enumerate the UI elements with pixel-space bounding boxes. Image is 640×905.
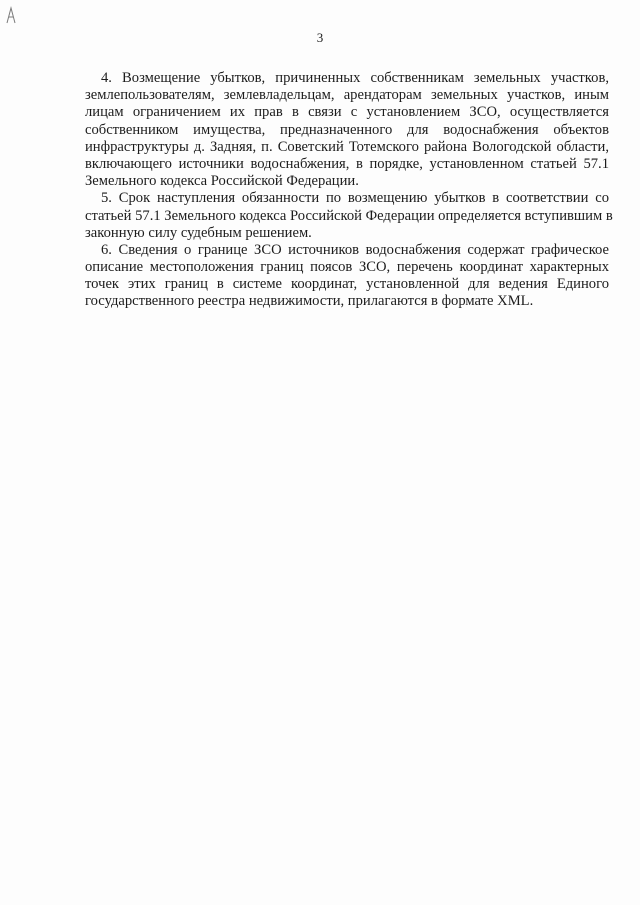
text-line: включающего источники водоснабжения, в порядке, установленном статьей 57.1	[85, 155, 609, 172]
text-line: собственником имущества, предназначенного для водоснабжения объектов	[85, 121, 609, 138]
text-line: 5. Срок наступления обязанности по возмещению убытков в соответствии со	[101, 190, 609, 207]
text-line: описание местоположения границ поясов ЗСО, перечень координат характерных	[85, 259, 609, 276]
text-line: 4. Возмещение убытков, причиненных собственникам земельных участков,	[101, 70, 609, 86]
text-line: точек этих границ в системе координат, установленной для ведения Единого	[85, 276, 609, 293]
text-line: 6. Сведения о границе ЗСО источников водоснабжения содержат графическое	[101, 241, 609, 258]
paragraph-6-boundary-info	[85, 242, 609, 311]
text-line: законную силу судебным решением.	[85, 224, 312, 241]
text-line: государственного реестра недвижимости, прилагаются в формате XML.	[85, 293, 534, 310]
text-line: Земельного кодекса Российской Федерации.	[85, 173, 359, 190]
text-line: инфраструктуры д. Задняя, п. Советский Тотемского района Вологодской области,	[85, 138, 609, 155]
page-number: 3	[316, 30, 324, 45]
handwritten-margin-mark	[4, 6, 20, 26]
paragraph-4-compensation	[85, 70, 609, 190]
paragraph-5-deadline	[85, 190, 613, 242]
text-line: лицам ограничением их прав в связи с установлением ЗСО, осуществляется	[85, 104, 609, 121]
document-body	[85, 70, 613, 311]
text-line: землепользователям, землевладельцам, арендаторам земельных участков, иным	[85, 87, 609, 104]
text-line: статьей 57.1 Земельного кодекса Российской Федерации определяется вступившим в	[85, 207, 613, 224]
